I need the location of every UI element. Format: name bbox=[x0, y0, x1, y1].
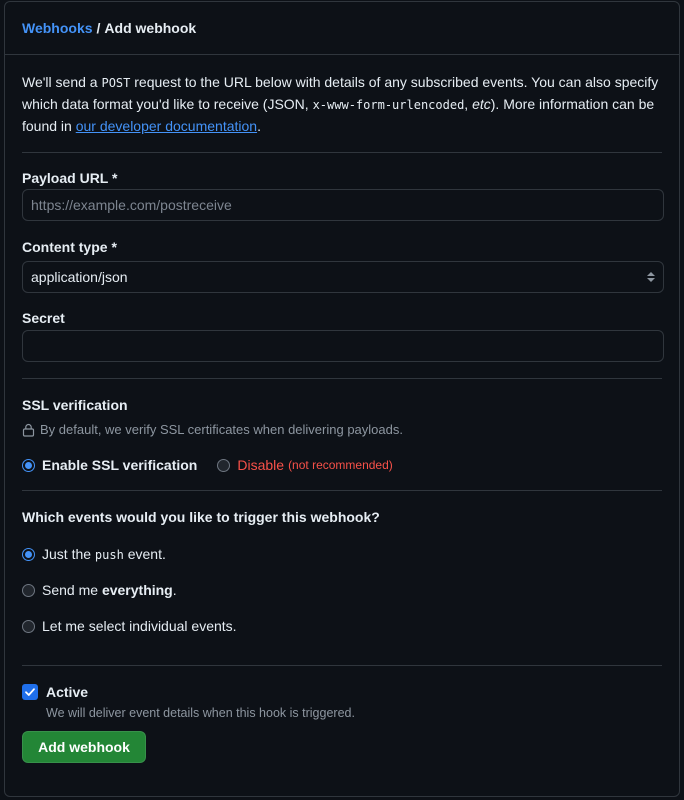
ssl-note-text: By default, we verify SSL certificates when delivering payloads. bbox=[40, 422, 403, 437]
event-everything-text: . bbox=[172, 582, 177, 598]
event-push-text: Just the bbox=[42, 546, 95, 562]
intro-etc: etc bbox=[472, 96, 491, 112]
payload-url-input[interactable] bbox=[22, 189, 664, 221]
active-row bbox=[22, 684, 662, 700]
intro-text-part: request to the URL below with details of any subscribed events. You can also specify which data format you'd like to receive (JSON, bbox=[22, 74, 659, 112]
ssl-section bbox=[22, 397, 662, 490]
intro-text-part: , bbox=[464, 96, 473, 112]
ssl-options bbox=[22, 457, 662, 473]
events-heading: Which events would you like to trigger this webhook? bbox=[22, 509, 380, 525]
breadcrumb-separator: / bbox=[96, 20, 101, 36]
event-push-text: event. bbox=[123, 546, 166, 562]
ssl-heading: SSL verification bbox=[22, 397, 128, 413]
code-push: push bbox=[94, 548, 124, 562]
event-everything-bold: everything bbox=[101, 582, 173, 598]
webhook-form-panel bbox=[4, 1, 680, 797]
divider bbox=[22, 665, 662, 666]
page-title: Add webhook bbox=[104, 20, 197, 36]
breadcrumb bbox=[5, 2, 679, 55]
secret-group bbox=[22, 310, 662, 378]
secret-input[interactable] bbox=[22, 330, 664, 362]
payload-url-group bbox=[22, 170, 662, 221]
intro-text-part: We'll send a bbox=[22, 74, 102, 90]
active-section bbox=[22, 684, 662, 763]
intro-text-part: ). More information can be found in bbox=[22, 96, 655, 134]
developer-docs-link[interactable]: our developer documentation bbox=[75, 118, 258, 134]
active-checkbox[interactable] bbox=[22, 684, 38, 700]
ssl-enable-radio[interactable] bbox=[22, 459, 35, 472]
breadcrumb-webhooks-link[interactable]: Webhooks bbox=[22, 20, 93, 36]
active-label[interactable]: Active bbox=[46, 684, 89, 700]
event-individual-radio[interactable] bbox=[22, 620, 35, 633]
code-urlencoded: x-www-form-urlencoded bbox=[312, 98, 465, 112]
ssl-disable-radio[interactable] bbox=[217, 459, 230, 472]
event-everything-text: Send me bbox=[42, 582, 102, 598]
event-push-label[interactable] bbox=[42, 546, 166, 562]
intro-text-part: . bbox=[257, 118, 261, 134]
divider bbox=[22, 490, 662, 491]
code-post: POST bbox=[101, 76, 131, 90]
content-type-value: application/json bbox=[31, 269, 128, 285]
events-section bbox=[22, 509, 662, 665]
ssl-disable-note: (not recommended) bbox=[288, 458, 393, 472]
divider bbox=[22, 378, 662, 379]
content-type-select[interactable] bbox=[22, 261, 664, 293]
select-arrows-icon bbox=[647, 272, 655, 282]
secret-label: Secret bbox=[22, 310, 65, 326]
check-icon bbox=[24, 686, 36, 698]
ssl-note bbox=[22, 422, 662, 437]
lock-icon bbox=[22, 423, 35, 437]
active-description: We will deliver event details when this hook is triggered. bbox=[46, 706, 355, 720]
ssl-enable-label[interactable]: Enable SSL verification bbox=[42, 457, 198, 473]
ssl-disable-label[interactable]: Disable bbox=[237, 457, 285, 473]
event-everything-radio[interactable] bbox=[22, 584, 35, 597]
event-push-radio[interactable] bbox=[22, 548, 35, 561]
event-option-individual[interactable] bbox=[22, 618, 662, 634]
content-type-label: Content type * bbox=[22, 239, 117, 255]
event-option-push[interactable] bbox=[22, 546, 662, 562]
event-option-everything[interactable] bbox=[22, 582, 662, 598]
event-individual-label[interactable]: Let me select individual events. bbox=[42, 618, 237, 634]
payload-url-label: Payload URL * bbox=[22, 170, 118, 186]
event-everything-label[interactable] bbox=[42, 582, 177, 598]
content-type-group bbox=[22, 239, 662, 293]
add-webhook-button[interactable]: Add webhook bbox=[22, 731, 146, 763]
intro-text bbox=[22, 55, 662, 153]
